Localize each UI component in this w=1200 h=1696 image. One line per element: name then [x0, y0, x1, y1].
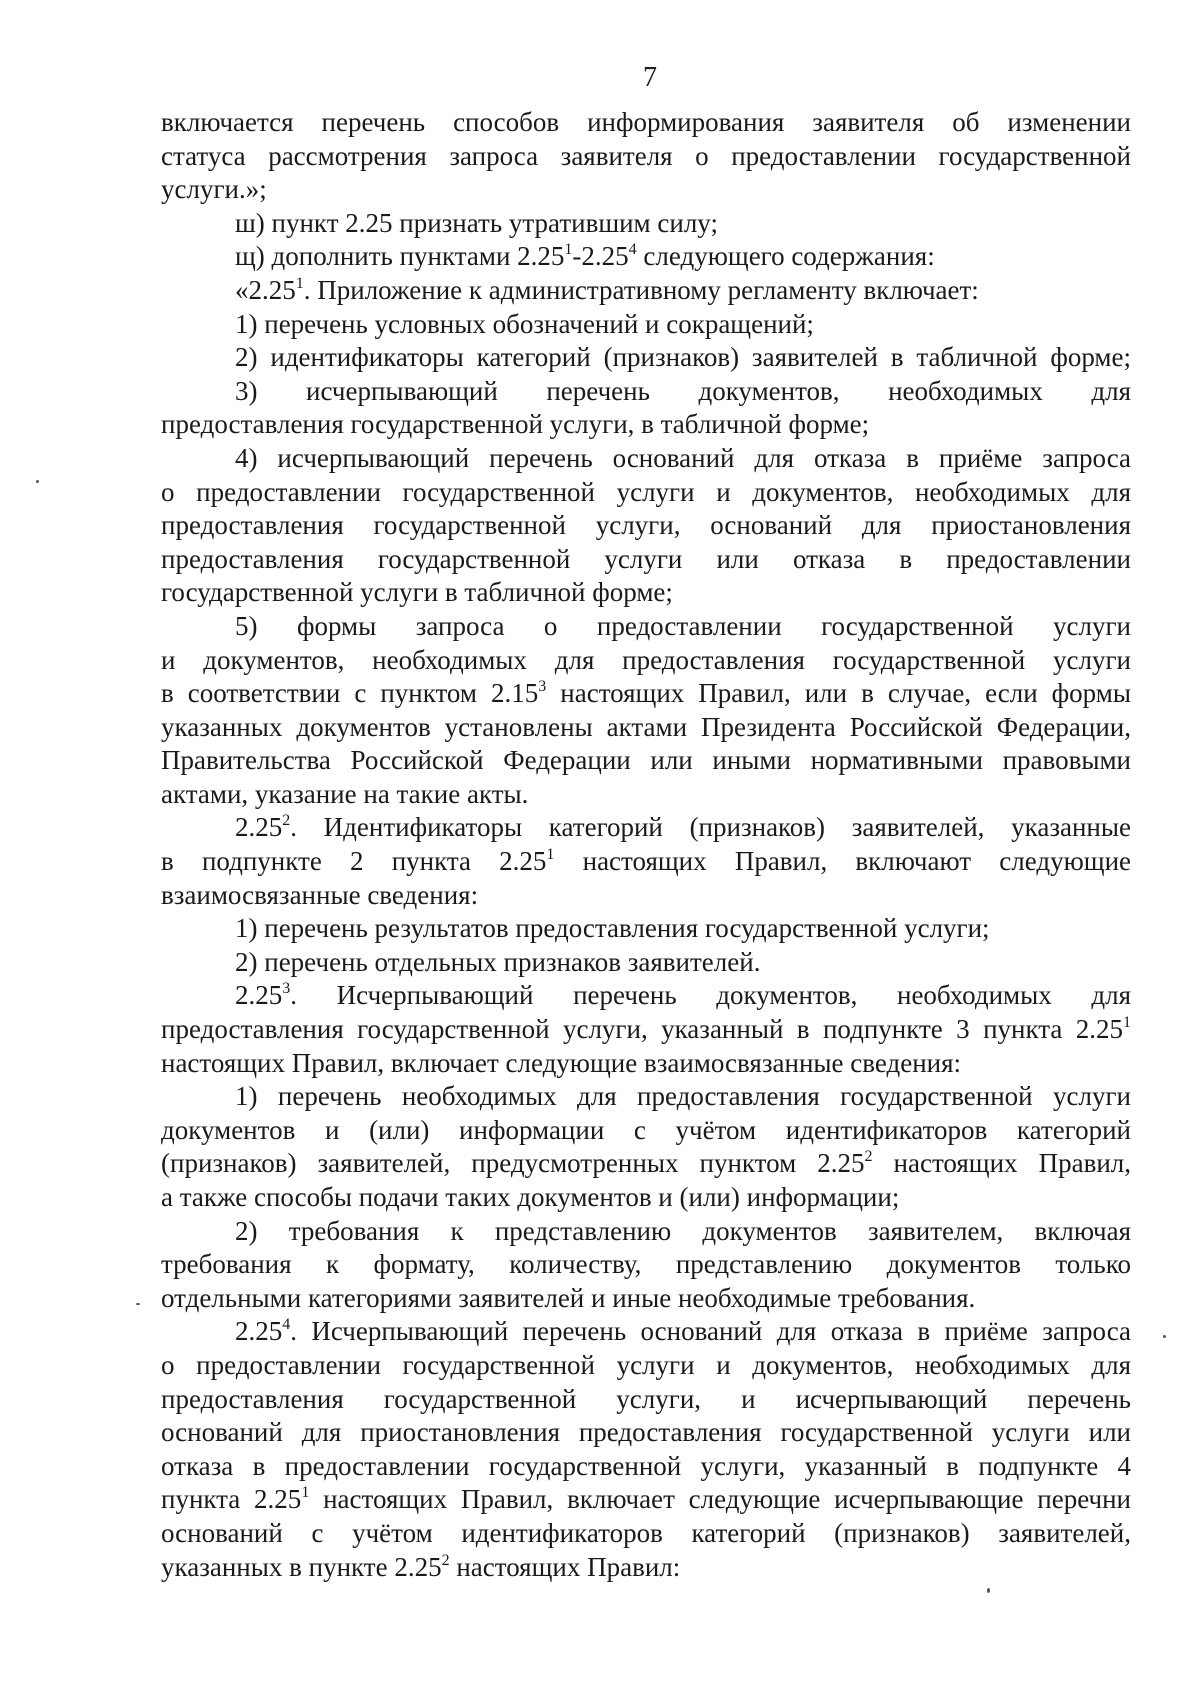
scan-speck [987, 1588, 990, 1593]
text-run: Правительства Российской Федерации или иными нормативными правовыми [161, 745, 1131, 776]
text-run: настоящих Правил, или в случае, если формы [546, 678, 1131, 709]
text-run: о предоставлении государственной услуги и документов, необходимых для [161, 476, 1131, 507]
text-line [161, 140, 1131, 174]
text-line [161, 1349, 1131, 1383]
text-run: указанных документов установлены актами Президента Российской Федерации, [161, 711, 1131, 742]
text-run: 2.25 [235, 1316, 283, 1347]
text-line [161, 308, 1131, 342]
text-line [161, 1047, 1131, 1081]
text-run: в соответствии с пунктом 2.15 [161, 678, 539, 709]
text-line [161, 1248, 1131, 1282]
superscript: 3 [538, 678, 547, 696]
text-run: 5) формы запроса о предоставлении государственной услуги [235, 610, 1131, 641]
superscript: 4 [628, 241, 637, 259]
text-run: 1) перечень необходимых для предоставления государственной услуги [235, 1081, 1131, 1112]
text-line [161, 711, 1131, 745]
text-run: настоящих Правил, включает следующие взаимосвязанные сведения: [161, 1047, 962, 1078]
text-line [161, 1080, 1131, 1114]
text-line [161, 106, 1131, 140]
text-run: услуги.»; [161, 174, 267, 205]
scan-speck [1163, 1335, 1166, 1338]
text-line [161, 610, 1131, 644]
text-run: щ) дополнить пунктами 2.25 [235, 241, 565, 272]
text-line [161, 375, 1131, 409]
superscript: 2 [864, 1148, 873, 1166]
text-line [161, 341, 1131, 375]
text-run: о предоставлении государственной услуги и документов, необходимых для [161, 1349, 1131, 1380]
superscript: 1 [546, 846, 555, 864]
text-run: в подпункте 2 пункта 2.25 [161, 846, 547, 877]
text-run: государственной услуги в табличной форме; [161, 577, 673, 608]
text-run: предоставления государственной услуги или отказа в предоставлении [161, 543, 1131, 574]
text-run: оснований с учётом идентификаторов категорий (признаков) заявителей, [161, 1517, 1131, 1548]
text-run: 2) идентификаторы категорий (признаков) заявителей в табличной форме; [235, 342, 1131, 373]
text-run: взаимосвязанные сведения: [161, 879, 479, 910]
text-line [161, 1416, 1131, 1450]
text-run: актами, указание на такие акты. [161, 778, 529, 809]
text-line [161, 677, 1131, 711]
text-line [161, 509, 1131, 543]
text-run: 2) перечень отдельных признаков заявителей. [235, 946, 761, 977]
text-run: и документов, необходимых для предоставления государственной услуги [161, 644, 1131, 675]
text-line [161, 1383, 1131, 1417]
text-line [161, 476, 1131, 510]
text-line [161, 644, 1131, 678]
text-run: 1) перечень условных обозначений и сокращений; [235, 308, 814, 339]
text-run: отдельными категориями заявителей и иные необходимые требования. [161, 1282, 976, 1313]
superscript: 2 [441, 1551, 450, 1569]
text-run: пункта 2.25 [161, 1484, 302, 1515]
scan-speck [36, 480, 39, 483]
document-body [161, 106, 1131, 1584]
text-line [161, 274, 1131, 308]
text-run: (признаков) заявителей, предусмотренных пунктом 2.25 [161, 1148, 865, 1179]
text-line [161, 1282, 1131, 1316]
text-run: предоставления государственной услуги, оснований для приостановления [161, 510, 1131, 541]
text-line [161, 543, 1131, 577]
text-line [161, 811, 1131, 845]
superscript: 3 [282, 980, 291, 998]
text-line [161, 408, 1131, 442]
page-number: 7 [643, 62, 657, 93]
scan-speck [136, 1303, 140, 1305]
text-run: . Идентификаторы категорий (признаков) заявителей, указанные [290, 812, 1131, 843]
superscript: 4 [282, 1316, 291, 1334]
superscript: 1 [295, 274, 304, 292]
text-run: «2.25 [235, 274, 296, 305]
superscript: 2 [282, 812, 291, 830]
text-run: -2.25 [572, 241, 629, 272]
text-line [161, 1181, 1131, 1215]
text-line [161, 946, 1131, 980]
text-line [161, 778, 1131, 812]
text-run: 3) исчерпывающий перечень документов, необходимых для [235, 375, 1131, 406]
text-run: статуса рассмотрения запроса заявителя о предоставлении государственной [161, 140, 1131, 171]
text-run: предоставления государственной услуги, и исчерпывающий перечень [161, 1383, 1131, 1414]
text-run: настоящих Правил, [872, 1148, 1131, 1179]
superscript: 1 [564, 241, 573, 259]
text-run: оснований для приостановления предоставления государственной услуги или [161, 1417, 1131, 1448]
text-run: 4) исчерпывающий перечень оснований для отказа в приёме запроса [235, 442, 1131, 473]
text-run: настоящих Правил: [449, 1551, 681, 1582]
text-run: предоставления государственной услуги, указанный в подпункте 3 пункта 2.25 [161, 1014, 1123, 1045]
text-run: . Исчерпывающий перечень оснований для отказа в приёме запроса [290, 1316, 1131, 1347]
text-line [161, 1215, 1131, 1249]
superscript: 1 [1123, 1014, 1131, 1032]
text-line [161, 979, 1131, 1013]
text-line [161, 1013, 1131, 1047]
text-run: 2) требования к представлению документов заявителем, включая [235, 1215, 1131, 1246]
text-line [161, 173, 1131, 207]
text-line [161, 442, 1131, 476]
text-line [161, 879, 1131, 913]
text-run: документов и (или) информации с учётом идентификаторов категорий [161, 1114, 1131, 1145]
text-line [161, 1483, 1131, 1517]
text-run: ш) пункт 2.25 признать утратившим силу; [235, 207, 718, 238]
text-line [161, 207, 1131, 241]
text-run: настоящих Правил, включает следующие исчерпывающие перечни [309, 1484, 1131, 1515]
text-line [161, 576, 1131, 610]
text-run: следующего содержания: [636, 241, 935, 272]
text-run: отказа в предоставлении государственной услуги, указанный в подпункте 4 [161, 1450, 1131, 1481]
text-run: а также способы подачи таких документов и (или) информации; [161, 1182, 900, 1212]
text-run: . Исчерпывающий перечень документов, необходимых для [290, 980, 1131, 1011]
text-line [161, 912, 1131, 946]
text-line [161, 1517, 1131, 1551]
text-line [161, 240, 1131, 274]
text-line [161, 1147, 1131, 1181]
text-run: 2.25 [235, 980, 283, 1011]
text-run: предоставления государственной услуги, в табличной форме; [161, 409, 870, 440]
text-run: настоящих Правил, включают следующие [554, 846, 1131, 877]
text-line [161, 744, 1131, 778]
text-run: 2.25 [235, 812, 283, 843]
text-run: указанных в пункте 2.25 [161, 1551, 442, 1582]
superscript: 1 [301, 1484, 310, 1502]
text-line [161, 1450, 1131, 1484]
text-run: . Приложение к административному регламенту включает: [303, 274, 979, 305]
text-run: требования к формату, количеству, представлению документов только [161, 1249, 1131, 1280]
text-line [161, 1315, 1131, 1349]
text-run: включается перечень способов информирования заявителя об изменении [161, 107, 1131, 137]
text-line [161, 845, 1131, 879]
text-line [161, 1114, 1131, 1148]
text-line [161, 1551, 1131, 1585]
text-run: 1) перечень результатов предоставления государственной услуги; [235, 913, 990, 944]
